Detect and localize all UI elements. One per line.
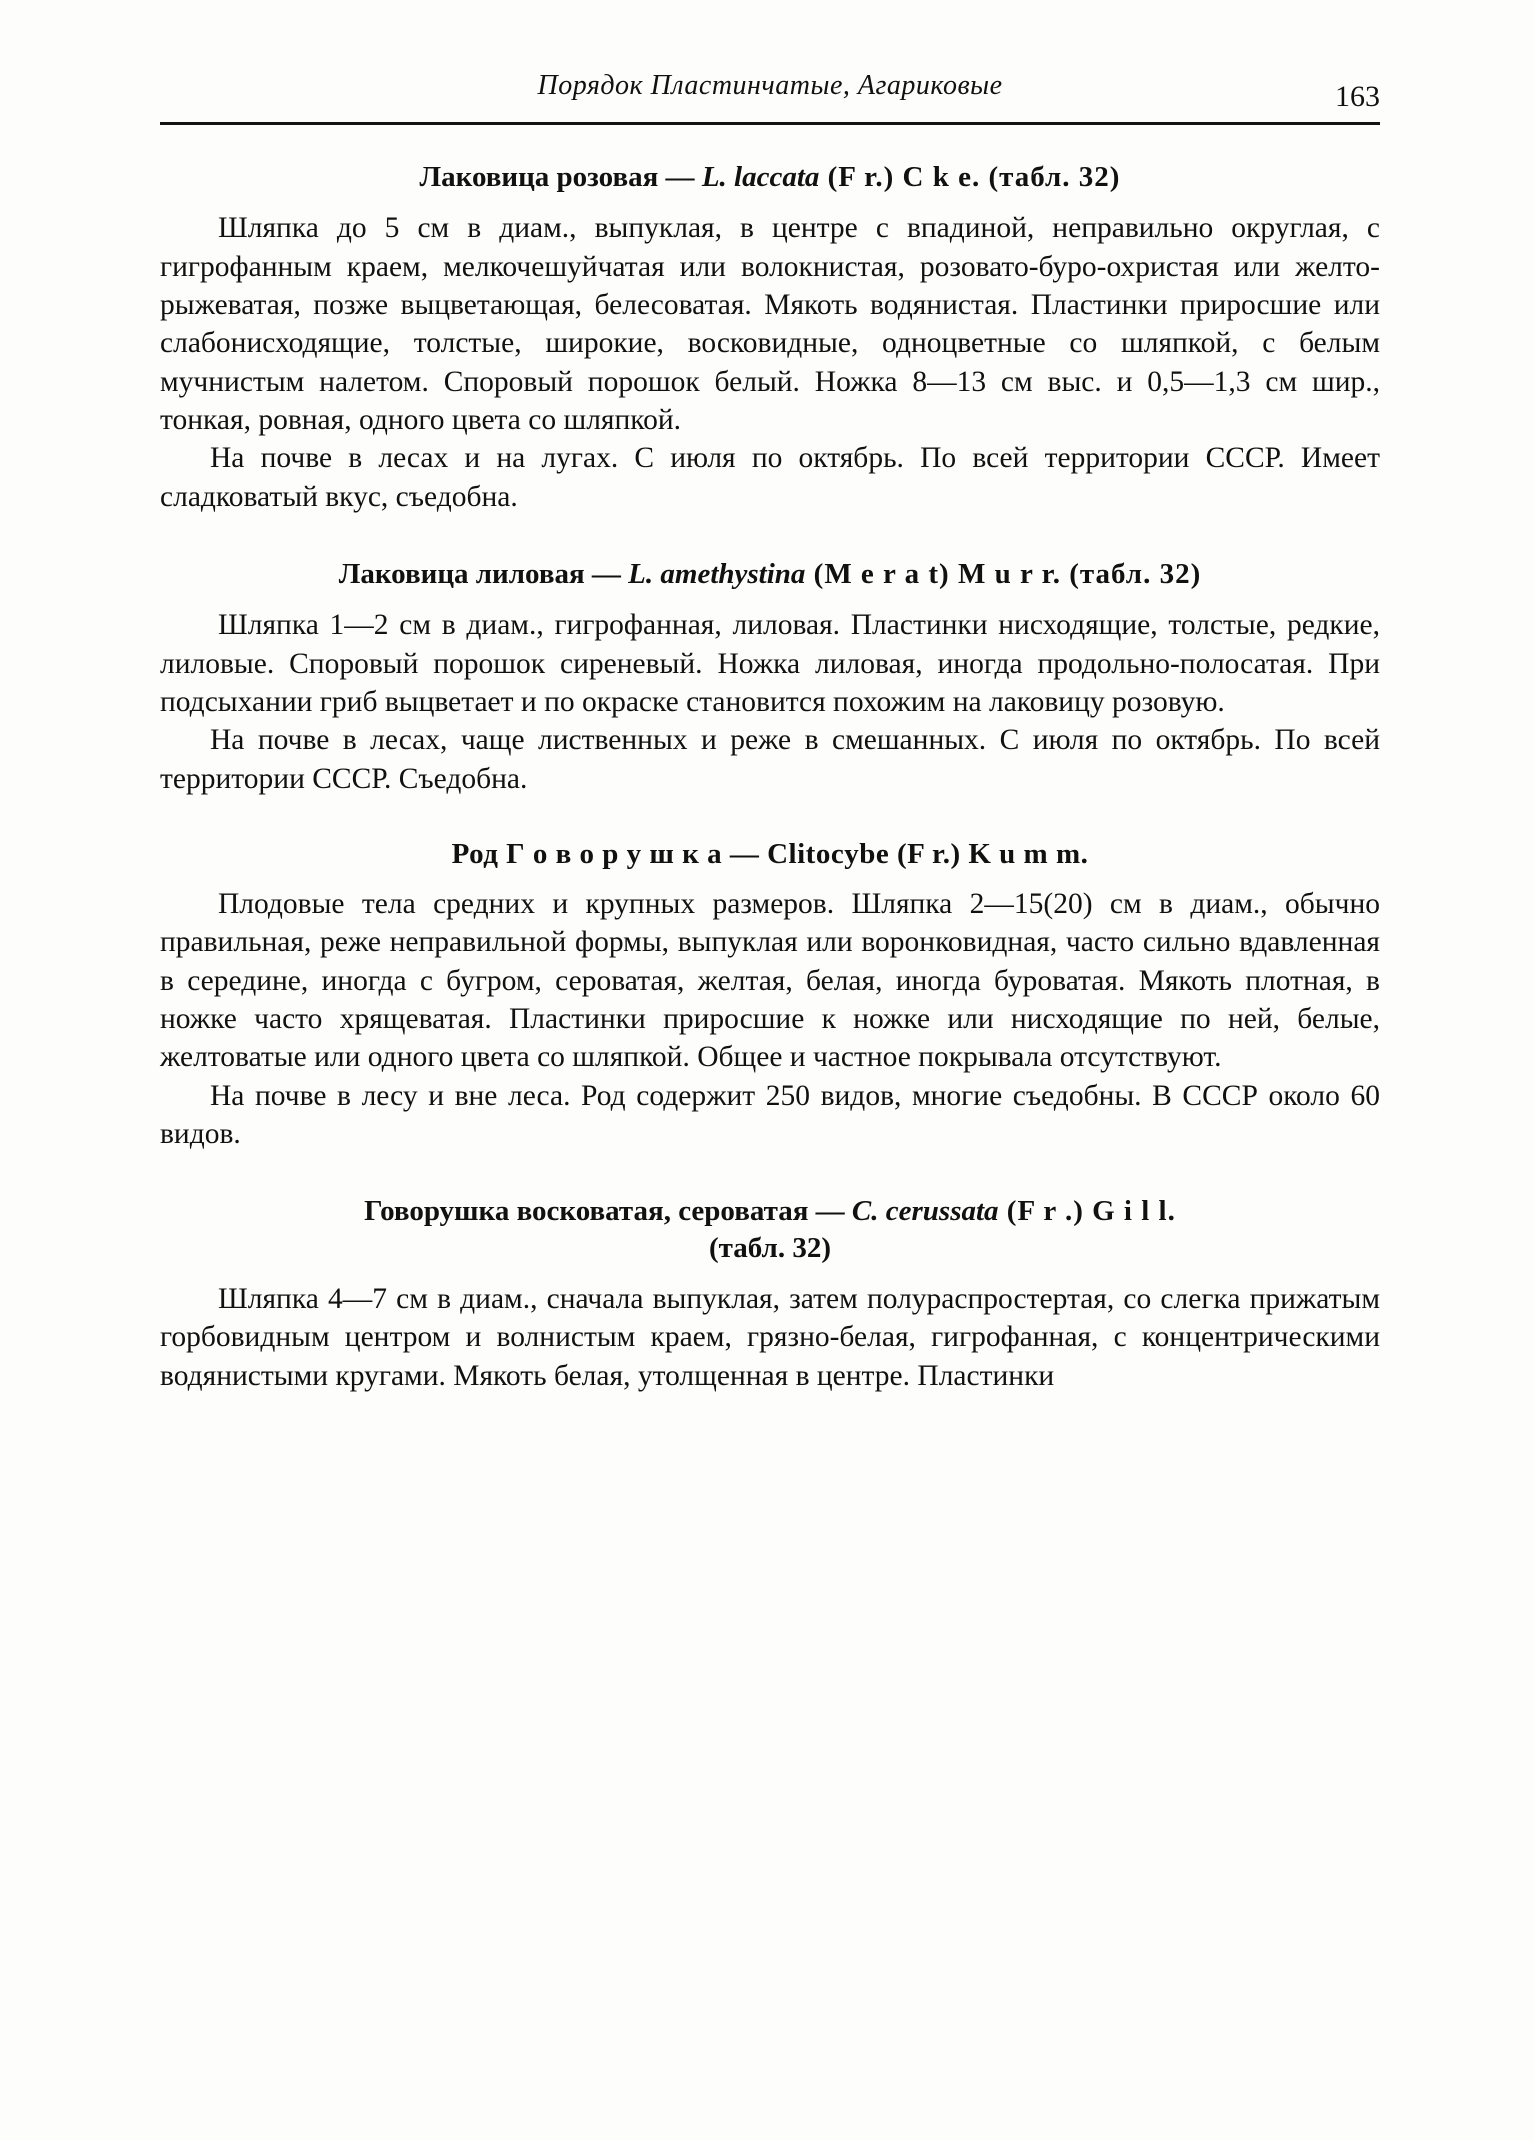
page-content — [160, 70, 1380, 1395]
paragraph: Шляпка до 5 см в диам., выпуклая, в центре с впадиной, неправильно округлая, с гигрофанным краем, мелкочешуйчатая или волокнистая, розовато-буро-охристая или желто-рыжеватая, позже выцветающая, белесоватая. Мякоть водянистая. Пластинки приросшие или слабонисходящие, толстые, широкие, восковидные, одноцветные со шляпкой, с белым мучнистым налетом. Споровый порошок белый. Ножка 8—13 см выс. и 0,5—1,3 см шир., тонкая, ровная, одного цвета со шляпкой. — [160, 212, 1380, 436]
species-heading-latin: L. amethystina — [628, 558, 806, 590]
species-heading-russian: Лаковица розовая — — [419, 161, 702, 193]
species-heading-latin: C. cerussata — [851, 1195, 999, 1228]
paragraph: На почве в лесах и на лугах. С июля по октябрь. По всей территории СССР. Имеет сладковатый вкус, съедобна. — [160, 442, 1380, 513]
species-heading-russian: Лаковица лиловая — — [338, 558, 629, 590]
paragraph: Шляпка 1—2 см в диам., гигрофанная, лиловая. Пластинки нисходящие, толстые, редкие, лиловые. Споровый порошок сиреневый. Ножка лиловая, иногда продольно-полосатая. При подсыхании гриб выцветает и по окраске становится похожим на лаковицу розовую. — [160, 609, 1380, 718]
species-heading — [160, 159, 1380, 195]
species-heading-russian: Говорушка восковатая, сероватая — — [364, 1195, 852, 1228]
section-cerussata — [160, 1193, 1380, 1395]
running-head: Порядок Пластинчатые, Агариковые — [537, 70, 1003, 101]
page-header — [160, 70, 1380, 118]
paragraph: Плодовые тела средних и крупных размеров. Шляпка 2—15(20) см в диам., обычно правильная, реже неправильной формы, выпуклая или воронковидная, часто сильно вдавленная в середине, иногда с бугром, сероватая, желтая, белая, иногда буроватая. Мякоть плотная, в ножке часто хрящеватая. Пластинки приросшие к ножке или нисходящие по ней, белые, желтоватые или одного цвета со шляпкой. Общее и частное покрывала отсутствуют. — [160, 887, 1380, 1074]
paragraph: Шляпка 4—7 см в диам., сначала выпуклая, затем полураспростертая, со слегка прижатым горбовидным центром и волнистым краем, грязно-белая, гигрофанная, с концентрическими водянистыми кругами. Мякоть белая, утолщенная в центре. Пластинки — [160, 1282, 1380, 1392]
section-amethystina — [160, 556, 1380, 798]
species-heading-plate: (табл. 32) — [709, 1231, 831, 1264]
section-genus-clitocybe — [160, 838, 1380, 1153]
species-heading — [160, 556, 1380, 592]
species-heading-authority: (F r.) C k e. (табл. 32) — [819, 161, 1121, 193]
header-rule — [160, 122, 1380, 125]
species-heading — [160, 1193, 1380, 1266]
genus-heading: Род Г о в о р у ш к а — Clitocybe (F r.) K u m m. — [451, 837, 1089, 870]
species-heading-authority: (F r .) G i l l. — [998, 1195, 1176, 1228]
species-heading-latin: L. laccata — [701, 161, 820, 193]
species-heading-authority: (M e r a t) M u r r. (табл. 32) — [805, 558, 1202, 590]
page-number: 163 — [1335, 80, 1380, 113]
section-laccata — [160, 159, 1380, 516]
paragraph: На почве в лесах, чаще лиственных и реже в смешанных. С июля по октябрь. По всей территории СССР. Съедобна. — [160, 724, 1380, 795]
paragraph: На почве в лесу и вне леса. Род содержит 250 видов, многие съедобны. В СССР около 60 видов. — [160, 1079, 1380, 1151]
